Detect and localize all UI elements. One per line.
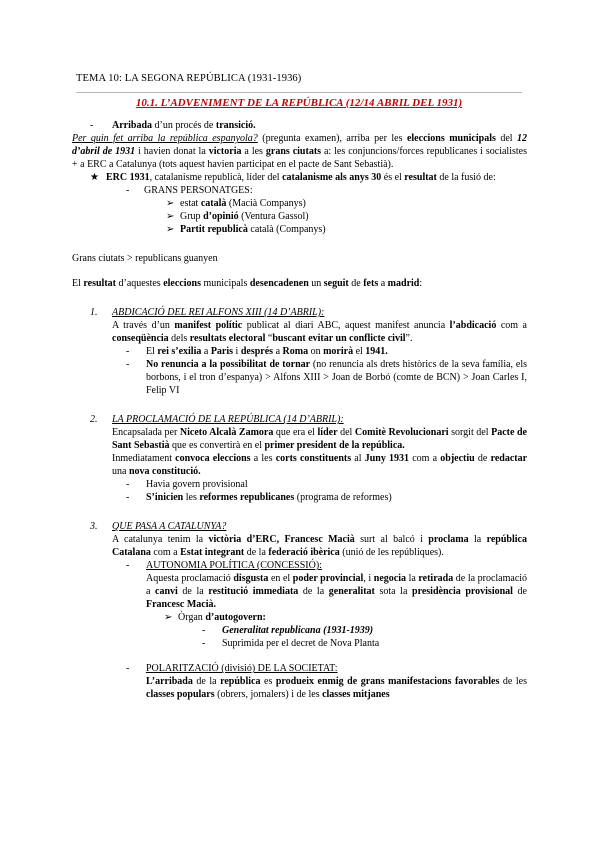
text-bold: disgusta bbox=[233, 573, 269, 584]
text: Encapsalada per bbox=[112, 427, 180, 438]
paragraph bbox=[112, 533, 527, 559]
dash-marker: - bbox=[90, 120, 94, 131]
text: de la proclamació a bbox=[146, 573, 528, 597]
text-bold: desencadenen bbox=[249, 278, 309, 289]
text: sorgit del bbox=[448, 427, 492, 438]
text-bold: victoria bbox=[208, 146, 242, 157]
text: , i bbox=[363, 573, 374, 584]
text-bold: Arribada bbox=[112, 120, 152, 131]
text: català (Companys) bbox=[247, 224, 326, 235]
dash-marker: - bbox=[126, 346, 130, 357]
arrow-item bbox=[72, 223, 527, 236]
arrow-icon: ➢ bbox=[166, 198, 175, 209]
text-bold: classes populars bbox=[146, 689, 215, 700]
text: de bbox=[512, 586, 527, 597]
dash-marker: - bbox=[202, 625, 206, 636]
exam-question: Per quin fet arriba la república espanyola? bbox=[72, 133, 258, 144]
text-bold: conseqüència bbox=[112, 333, 169, 344]
text-bold: ERC 1931 bbox=[106, 172, 150, 183]
text: de la bbox=[177, 586, 209, 597]
text-bold: restitució immediata bbox=[208, 586, 299, 597]
text-bold: Niceto Alcalà Zamora bbox=[179, 427, 274, 438]
text-bold: república bbox=[220, 676, 261, 687]
dash-item bbox=[112, 491, 527, 504]
subsection-title: LA PROCLAMACIÓ DE LA REPÚBLICA (14 D’ABRIL): bbox=[112, 414, 344, 425]
text: es bbox=[260, 676, 276, 687]
text: de la bbox=[298, 586, 329, 597]
text-bold: Pacte de Sant Sebastià bbox=[112, 427, 527, 451]
dash-item-autonomia bbox=[112, 559, 527, 572]
text-bold: catalanisme als anys 30 bbox=[282, 172, 382, 183]
text-bold: república Catalana bbox=[112, 534, 527, 558]
text: una bbox=[112, 466, 129, 477]
text-bold: rei s’exilia bbox=[157, 346, 202, 357]
text: (unió de les repúbliques). bbox=[339, 547, 444, 558]
text: a les bbox=[241, 146, 266, 157]
text-bold: Generalitat republicana (1931-1939) bbox=[222, 625, 374, 636]
text: com a bbox=[496, 320, 527, 331]
text: (pregunta examen), arriba per les bbox=[257, 133, 407, 144]
text-bold: primer president de la república. bbox=[264, 440, 405, 451]
text-bold: redactar bbox=[490, 453, 528, 464]
text: Òrgan bbox=[178, 612, 206, 623]
text: com a bbox=[409, 453, 441, 464]
text: d’un procés de bbox=[152, 120, 216, 131]
text-bold: resultat bbox=[83, 278, 116, 289]
arrow-icon: ➢ bbox=[164, 612, 173, 623]
arrow-icon: ➢ bbox=[166, 211, 175, 222]
text-bold: proclama bbox=[428, 534, 469, 545]
text-bold: 12 d’abril de 1931 bbox=[72, 133, 528, 157]
summary-line: Grans ciutats > republicans guanyen bbox=[72, 253, 218, 264]
text-bold: d’autogovern: bbox=[205, 612, 266, 623]
text: “ bbox=[265, 333, 273, 344]
text-bold: poder provincial bbox=[292, 573, 364, 584]
text: sota la bbox=[374, 586, 413, 597]
text: A través d’un bbox=[112, 320, 175, 331]
text: de bbox=[348, 278, 364, 289]
number-marker: 2. bbox=[90, 414, 98, 425]
text-bold: convoca eleccions bbox=[175, 453, 251, 464]
text-bold: morirà bbox=[323, 346, 354, 357]
text: on bbox=[308, 346, 324, 357]
dash-item bbox=[112, 478, 527, 491]
text: que era el bbox=[273, 427, 318, 438]
text-bold: Comitè Revolucionari bbox=[354, 427, 449, 438]
star-icon: ★ bbox=[90, 172, 99, 183]
arrow-icon: ➢ bbox=[166, 224, 175, 235]
text: dels bbox=[168, 333, 190, 344]
section-2-body bbox=[72, 426, 527, 504]
document-title: TEMA 10: LA SEGONA REPÚBLICA (1931-1936) bbox=[76, 73, 302, 84]
text-bold: produeix enmig de grans manifestacions favorables bbox=[275, 676, 500, 687]
text-bold: federació ibèrica bbox=[268, 547, 340, 558]
text: les bbox=[183, 492, 200, 503]
text-bold: buscant evitar un conflicte civil bbox=[272, 333, 406, 344]
text: ”. bbox=[405, 333, 413, 344]
text-bold: presidència provisional bbox=[412, 586, 513, 597]
text: A catalunya tenim la bbox=[112, 534, 209, 545]
text: Aquesta proclamació bbox=[146, 573, 234, 584]
text: de la fusió de: bbox=[436, 172, 496, 183]
text-bold: Paris bbox=[210, 346, 234, 357]
dash-item bbox=[112, 624, 527, 637]
text: del bbox=[495, 133, 518, 144]
text: del bbox=[337, 427, 355, 438]
text: GRANS PERSONATGES: bbox=[144, 185, 253, 196]
result-paragraph bbox=[72, 277, 527, 290]
dash-marker: - bbox=[126, 359, 130, 370]
text: i havien donat la bbox=[135, 146, 209, 157]
text: de la bbox=[192, 676, 221, 687]
text: estat bbox=[180, 198, 201, 209]
text: de bbox=[474, 453, 491, 464]
arrow-item-organ bbox=[112, 611, 527, 624]
dash-item bbox=[112, 345, 527, 358]
text-bold: Juny 1931 bbox=[364, 453, 410, 464]
text-bold: Partit republicà bbox=[180, 224, 248, 235]
text-bold: corts constituents bbox=[275, 453, 352, 464]
dash-marker: - bbox=[126, 492, 130, 503]
text-bold: classes mitjanes bbox=[322, 689, 390, 700]
text-bold: nova constitució. bbox=[128, 466, 201, 477]
number-marker: 3. bbox=[90, 521, 98, 532]
subheading: POLARITZACIÓ (divisió) DE LA SOCIETAT: bbox=[146, 663, 338, 674]
text: com a bbox=[150, 547, 181, 558]
text: El bbox=[146, 346, 158, 357]
bullet-grans-personatges bbox=[72, 184, 527, 197]
text-bold: L’arribada bbox=[146, 676, 193, 687]
text: la bbox=[468, 534, 487, 545]
text-bold: transició. bbox=[215, 120, 256, 131]
text: El bbox=[72, 278, 84, 289]
arrow-item bbox=[72, 197, 527, 210]
subsection-title: ABDICACIÓ DEL REI ALFONS XIII (14 D’ABRIL): bbox=[112, 307, 325, 318]
section-3-heading bbox=[72, 520, 527, 533]
text: d’aquestes bbox=[115, 278, 164, 289]
text-bold: eleccions municipals bbox=[406, 133, 496, 144]
dash-item-polaritzacio bbox=[112, 662, 527, 675]
text-bold: reformes republicanes bbox=[199, 492, 295, 503]
text-bold: Estat integrant bbox=[180, 547, 245, 558]
title-divider bbox=[76, 92, 522, 93]
text: (no renuncia als drets històrics de la seva família, els borbons, i el tron d’espanya) > Alfons XIII > Joan de Borbó (comte de BCN) > Joan Carles I, Felip VI bbox=[146, 359, 527, 396]
text-bold: resultat bbox=[404, 172, 437, 183]
text-bold: Roma bbox=[282, 346, 309, 357]
text: el bbox=[353, 346, 366, 357]
text: un bbox=[308, 278, 324, 289]
text-bold: 1941. bbox=[365, 346, 388, 357]
text: a bbox=[273, 346, 283, 357]
bullet-arribada bbox=[72, 119, 527, 132]
text: la bbox=[406, 573, 419, 584]
text-bold: resultats electoral bbox=[189, 333, 266, 344]
text-bold: eleccions bbox=[163, 278, 201, 289]
text-bold: madrid bbox=[387, 278, 420, 289]
text: a bbox=[201, 346, 211, 357]
text: Grup bbox=[180, 211, 204, 222]
text: en el bbox=[268, 573, 293, 584]
text: : bbox=[419, 278, 423, 289]
text: a les bbox=[250, 453, 276, 464]
dash-marker: - bbox=[126, 560, 130, 571]
paragraph bbox=[112, 675, 527, 701]
section-1-body bbox=[72, 319, 527, 397]
text-bold: manifest polític bbox=[174, 320, 243, 331]
text-bold: No renuncia a la possibilitat de tornar bbox=[146, 359, 311, 370]
subsection-title: QUE PASA A CATALUNYA? bbox=[112, 521, 227, 532]
text: (programa de reformes) bbox=[294, 492, 392, 503]
arrow-item bbox=[72, 210, 527, 223]
text-bold: S’inicien bbox=[146, 492, 184, 503]
text-bold: objectiu bbox=[440, 453, 475, 464]
text-bold: negocia bbox=[373, 573, 407, 584]
text: publicat al diari ABC, aquest manifest anuncia bbox=[242, 320, 450, 331]
text-bold: l’abdicació bbox=[449, 320, 497, 331]
text-bold: d’opinió bbox=[203, 211, 239, 222]
text-bold: després bbox=[240, 346, 274, 357]
text-bold: fets bbox=[363, 278, 379, 289]
star-item-erc bbox=[72, 171, 527, 184]
subheading: AUTONOMIA POLÍTICA (CONCESSIÓ): bbox=[146, 560, 322, 571]
dash-marker: - bbox=[126, 185, 130, 196]
section-2-heading bbox=[72, 413, 527, 426]
section-3-body bbox=[72, 533, 527, 701]
dash-item bbox=[112, 637, 527, 650]
text: Inmediatament bbox=[112, 453, 176, 464]
text: municipals bbox=[200, 278, 250, 289]
text: de la bbox=[244, 547, 269, 558]
paragraph bbox=[112, 452, 527, 478]
paragraph bbox=[112, 572, 527, 611]
text: a bbox=[378, 278, 388, 289]
text: (Macià Companys) bbox=[226, 198, 306, 209]
paragraph bbox=[112, 426, 527, 452]
text: Suprimida per el decret de Nova Planta bbox=[222, 638, 380, 649]
text: , catalanisme republicà, líder del bbox=[149, 172, 283, 183]
text: al bbox=[351, 453, 365, 464]
dash-item bbox=[112, 358, 527, 397]
text: (obrers, jornalers) i de les bbox=[214, 689, 323, 700]
dash-marker: - bbox=[126, 479, 130, 490]
text-bold: grans ciutats bbox=[265, 146, 322, 157]
text: Havia govern provisional bbox=[146, 479, 248, 490]
document-body bbox=[72, 119, 527, 701]
text: surt al balcó i bbox=[354, 534, 429, 545]
dash-marker: - bbox=[126, 663, 130, 674]
text-bold: líder bbox=[317, 427, 338, 438]
text-bold: català bbox=[200, 198, 227, 209]
text: i bbox=[233, 346, 241, 357]
text: (Ventura Gassol) bbox=[238, 211, 309, 222]
text-bold: generalitat bbox=[328, 586, 375, 597]
text-bold: canvi bbox=[155, 586, 178, 597]
paragraph bbox=[112, 319, 527, 345]
number-marker: 1. bbox=[90, 307, 98, 318]
text: que es convertirà en el bbox=[169, 440, 265, 451]
section-1-heading bbox=[72, 306, 527, 319]
text-bold: retirada bbox=[418, 573, 454, 584]
text: a: les conjuncions/forces republicanes i socialistes + a ERC a Catalunya (tots aquest havien participat en el pacte de Sant Sebastià). bbox=[72, 146, 527, 170]
text-bold: seguit bbox=[323, 278, 349, 289]
text: és el bbox=[381, 172, 405, 183]
text: de les bbox=[499, 676, 527, 687]
text-bold: victòria d’ERC, Francesc Macià bbox=[208, 534, 355, 545]
intro-paragraph bbox=[72, 132, 527, 171]
text-bold: Francesc Macià. bbox=[146, 599, 216, 610]
dash-marker: - bbox=[202, 638, 206, 649]
section-heading: 10.1. L’ADVENIMENT DE LA REPÚBLICA (12/14 ABRIL DEL 1931) bbox=[135, 97, 463, 109]
